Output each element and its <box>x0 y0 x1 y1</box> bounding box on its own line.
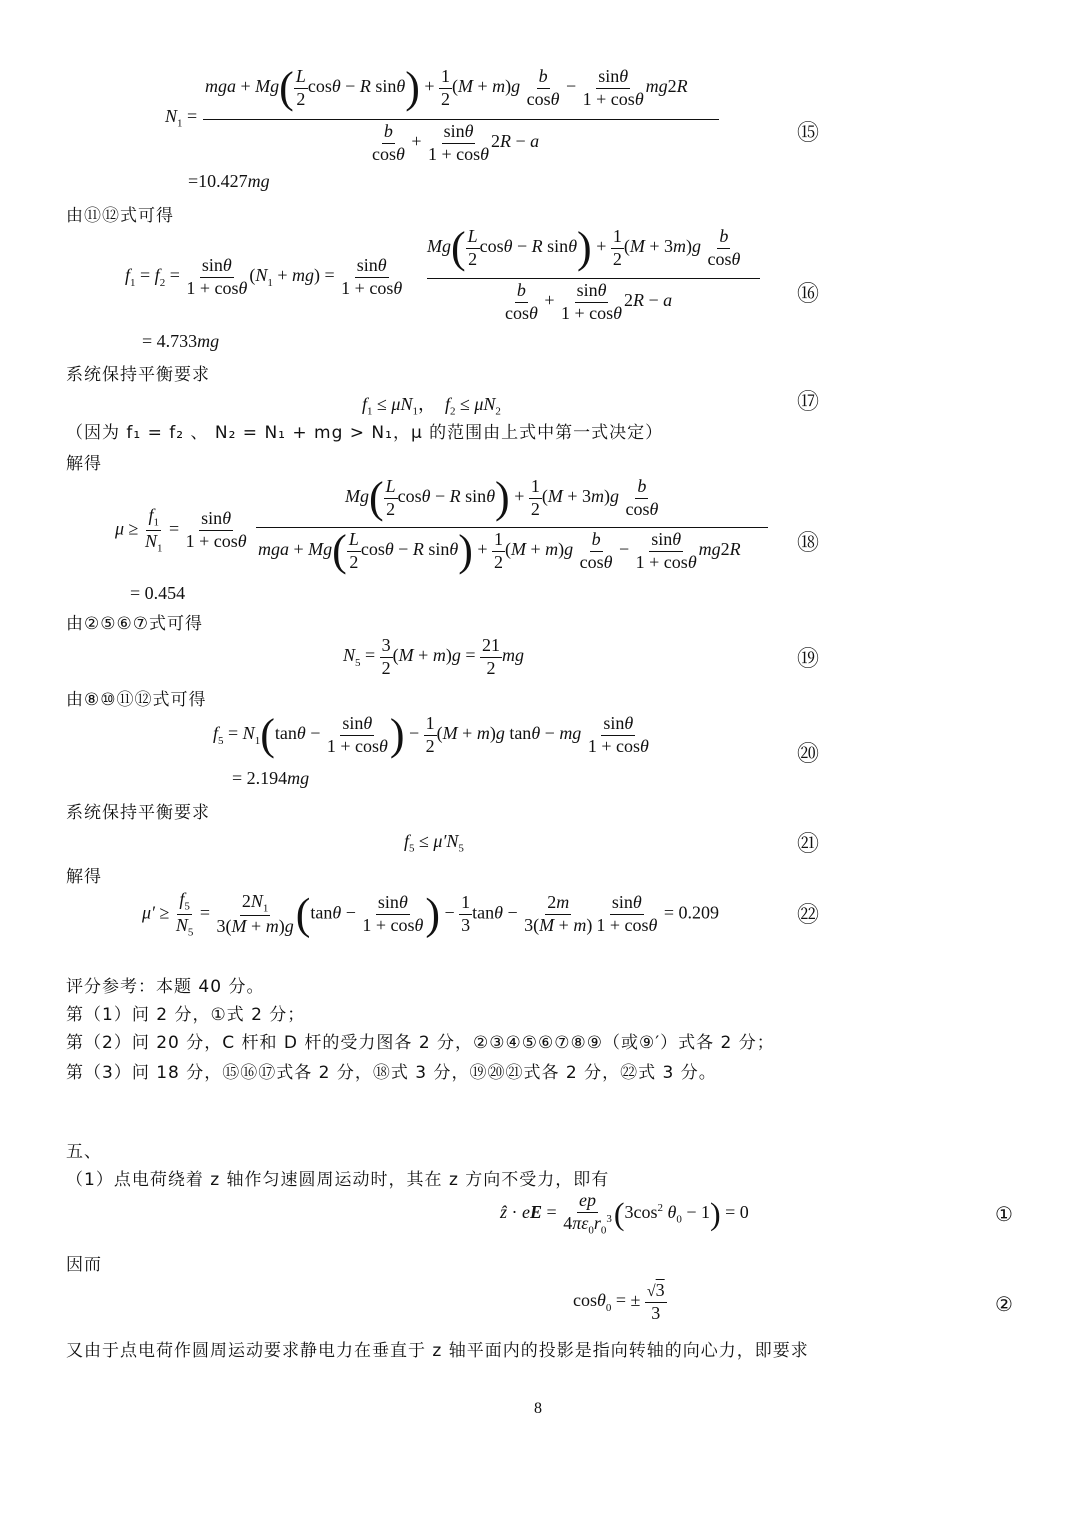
scoring-line-1: 第（1）问 2 分，①式 2 分； <box>66 1005 306 1025</box>
eq16-denominator: $\frac{b}{\cos\theta}$ + $\frac{\sin\theta}{1 + \cos\theta}$ 2R − a <box>505 280 673 323</box>
text-6: 由⑧⑩⑪⑫式可得 <box>66 690 207 710</box>
eq15-fraction-bar <box>203 119 719 120</box>
text-8: 解得 <box>66 867 102 887</box>
eq16-fraction-bar <box>427 278 760 279</box>
scoring-title: 评分参考：本题 40 分。 <box>66 977 265 997</box>
eq17-body: $f_1 \le \mu N_1$， $f_2 \le \mu N_2$ <box>362 394 501 418</box>
section5-eq2-tag: ② <box>995 1292 1013 1316</box>
eq22-body: μ′ ≥ $\frac{f_5}{N_5}$ = $\frac{2N_1}{3(M + m)g}$ (tanθ − $\frac{\sin\theta}{1 + \cos\theta}$ ) − $\frac{1}{3}$ tanθ − $\frac{2m}{3(M + m)}$ $\frac{\sin\theta}{1 + \cos\theta}$ = 0.209 <box>142 889 719 939</box>
eq20-tag: ⑳ <box>797 742 820 767</box>
section5-eq1-tag: ① <box>995 1202 1013 1226</box>
text-1: 由⑪⑫式可得 <box>66 206 174 226</box>
eq18-lhs: μ ≥ $\frac{f_1}{N_1}$ = $\frac{\sin\theta}{1 + \cos\theta}$ <box>115 505 247 555</box>
eq18-numerator: Mg( $\frac{L}{2}$ cosθ − R sinθ) + $\frac{1}{2}$ (M + 3m)g $\frac{b}{\cos\theta}$ <box>345 473 659 523</box>
eq15-denominator: $\frac{b}{\cos\theta}$ + $\frac{\sin\theta}{1 + \cos\theta}$ 2R − a <box>372 121 540 164</box>
eq16-lhs: $f_1 = f_2$ = $\frac{\sin\theta}{1 + \cos\theta}$ $(N_1 + mg)$ = $\frac{\sin\theta}{1 + \cos\theta}$ <box>125 255 403 298</box>
page-number: 8 <box>534 1400 542 1417</box>
text-3: （因为 f₁ = f₂ 、 N₂ = N₁ + mg > N₁，μ 的范围由上式中第一式决定） <box>66 423 664 443</box>
eq21-tag: ㉑ <box>797 832 820 857</box>
eq15-tag: ⑮ <box>797 121 820 146</box>
section5-p1: （1）点电荷绕着 z 轴作匀速圆周运动时，其在 z 方向不受力，即有 <box>66 1170 610 1190</box>
eq15-numerator: mga + Mg( $\frac{L}{2}$ cosθ − R sinθ) + $\frac{1}{2}$ (M + m)g $\frac{b}{\cos\theta}$ − $\frac{\sin\theta}{1 + \cos\theta}$ mg2R <box>205 63 688 113</box>
text-4: 解得 <box>66 454 102 474</box>
section5-eq1-body: ẑ · eE = $\frac{ep}{4\pi\varepsilon_0r_0^3}$ ($3\cos^2$ $\theta_0 - 1) = 0$ <box>500 1190 749 1237</box>
eq20-result: = 2.194mg <box>232 768 310 788</box>
eq22-tag: ㉒ <box>797 903 820 928</box>
eq18-denominator: mga + Mg( $\frac{L}{2}$ cosθ − R sinθ) + $\frac{1}{2}$ (M + m)g $\frac{b}{\cos\theta}$ − $\frac{\sin\theta}{1 + \cos\theta}$ mg2R <box>258 526 741 576</box>
eq16-result: = 4.733mg <box>142 331 220 351</box>
scoring-line-3: 第（3）问 18 分，⑮⑯⑰式各 2 分，⑱式 3 分，⑲⑳㉑式各 2 分，㉒式 3 分。 <box>66 1063 717 1083</box>
scoring-line-2: 第（2）问 20 分，C 杆和 D 杆的受力图各 2 分，②③④⑤⑥⑦⑧⑨（或⑨′）式各 2 分； <box>66 1033 775 1053</box>
eq18-tag: ⑱ <box>797 531 820 556</box>
eq16-tag: ⑯ <box>797 282 820 307</box>
eq15-result: =10.427mg <box>188 171 270 191</box>
eq17-tag: ⑰ <box>797 390 820 415</box>
eq20-body: $f_5 = N_1(\tan\theta$ − $\frac{\sin\theta}{1 + \cos\theta}$ ) − $\frac{1}{2}$ (M + m)g tanθ − mg $\frac{\sin\theta}{1 + \cos\theta}$ <box>213 710 649 760</box>
eq21-body: $f_5 \le \mu'N_5$ <box>404 831 464 855</box>
eq16-numerator: Mg( $\frac{L}{2}$ cosθ − R sinθ) + $\frac{1}{2}$ (M + 3m)g $\frac{b}{\cos\theta}$ <box>427 223 741 273</box>
eq19-tag: ⑲ <box>797 647 820 672</box>
section5-heading: 五、 <box>66 1142 102 1162</box>
section5-p2: 因而 <box>66 1255 102 1275</box>
eq19-body: $N_5$ = $\frac{3}{2}$ (M + m)g = $\frac{21}{2}$ mg <box>343 635 524 678</box>
eq15-lhs: $N_1$ = <box>165 106 198 130</box>
section5-eq2-body: cosθ$_0$ = ± $\frac{√3}{3}$ <box>573 1280 665 1323</box>
section5-p3: 又由于点电荷作圆周运动要求静电力在垂直于 z 轴平面内的投影是指向转轴的向心力，即要求 <box>66 1341 809 1361</box>
text-2: 系统保持平衡要求 <box>66 365 210 385</box>
text-5: 由②⑤⑥⑦式可得 <box>66 614 203 634</box>
eq18-result: = 0.454 <box>130 583 186 603</box>
text-7: 系统保持平衡要求 <box>66 803 210 823</box>
